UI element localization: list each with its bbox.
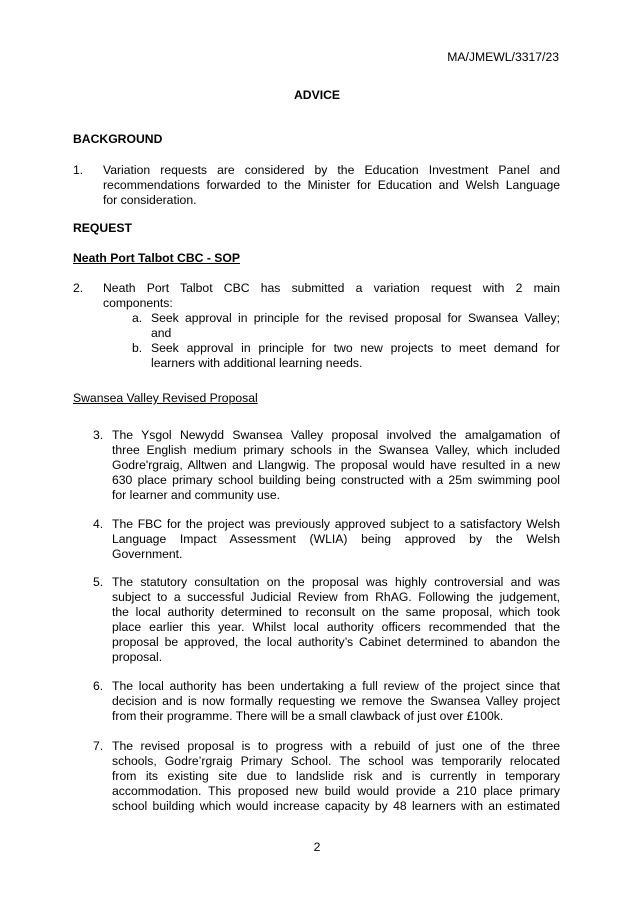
paragraph-line: components:	[103, 296, 173, 310]
svrp-section-heading: Swansea Valley Revised Proposal	[73, 391, 258, 405]
paragraph-line: The statutory consultation on the proposal was highly controversial and was	[112, 575, 560, 589]
paragraph-line: proposal.	[112, 650, 163, 664]
paragraph-line: place earlier this year. Whilst local authority officers recommended that the	[112, 620, 560, 634]
subitem-line: and	[151, 326, 172, 340]
paragraph-line: Government.	[112, 547, 183, 561]
document-reference: MA/JMEWL/3317/23	[447, 50, 559, 64]
paragraph-line: The Ysgol Newydd Swansea Valley proposal involved the amalgamation of	[112, 428, 560, 442]
paragraph-line: the local authority determined to reconsult on the same proposal, which took	[112, 605, 560, 619]
paragraph-line: subject to a successful Judicial Review from RhAG. Following the judgement,	[112, 590, 560, 604]
paragraph-line: from its existing site due to landslide risk and is currently in temporary	[112, 769, 560, 783]
paragraph-line: from their programme. There will be a small clawback of just over £100k.	[112, 709, 504, 723]
paragraph-line: The local authority has been undertaking a full review of the project since that	[112, 679, 560, 693]
paragraph-line: for learner and community use.	[112, 488, 280, 502]
paragraph-line: for consideration.	[103, 193, 197, 207]
paragraph-line: recommendations forwarded to the Minister for Education and Welsh Language	[103, 178, 560, 192]
paragraph-line: accommodation. This proposed new build would provide a 210 place primary	[112, 784, 560, 798]
paragraph-line: proposal be approved, the local authority’s Cabinet determined to abandon the	[112, 635, 560, 649]
paragraph-line: Godre'rgraig, Alltwen and Llangwig. The proposal would have resulted in a new	[112, 458, 560, 472]
paragraph-line: three English medium primary schools in the Swansea Valley, which included	[112, 443, 560, 457]
request-heading: REQUEST	[73, 221, 132, 235]
paragraph-line: Language Impact Assessment (WLIA) being approved by the Welsh	[112, 532, 560, 546]
paragraph-line: Variation requests are considered by the Education Investment Panel and	[103, 163, 560, 177]
background-heading: BACKGROUND	[73, 132, 163, 146]
page-number: 2	[313, 840, 321, 854]
subitem-label: b.	[132, 341, 143, 355]
npt-section-heading: Neath Port Talbot CBC - SOP	[73, 251, 241, 265]
paragraph-number: 7.	[93, 739, 104, 753]
paragraph-number: 6.	[93, 679, 104, 693]
subitem-line: learners with additional learning needs.	[151, 356, 363, 370]
paragraph-number: 1.	[73, 163, 84, 177]
paragraph-number: 5.	[93, 575, 104, 589]
paragraph-line: The FBC for the project was previously approved subject to a satisfactory Welsh	[112, 517, 560, 531]
paragraph-line: 630 place primary school building being constructed with a 25m swimming pool	[112, 473, 560, 487]
subitem-label: a.	[132, 311, 143, 325]
paragraph-line: Neath Port Talbot CBC has submitted a variation request with 2 main	[103, 281, 560, 295]
subitem-line: Seek approval in principle for two new projects to meet demand for	[151, 341, 560, 355]
paragraph-line: The revised proposal is to progress with a rebuild of just one of the three	[112, 739, 560, 753]
paragraph-number: 3.	[93, 428, 104, 442]
paragraph-number: 4.	[93, 517, 104, 531]
paragraph-line: school building which would increase capacity by 48 learners with an estimated	[112, 799, 560, 813]
page-title: ADVICE	[293, 88, 341, 102]
paragraph-number: 2.	[73, 281, 84, 295]
paragraph-line: decision and is now formally requesting we remove the Swansea Valley project	[112, 694, 560, 708]
subitem-line: Seek approval in principle for the revised proposal for Swansea Valley;	[151, 311, 560, 325]
paragraph-line: schools, Godre’rgraig Primary School. The school was temporarily relocated	[112, 754, 560, 768]
